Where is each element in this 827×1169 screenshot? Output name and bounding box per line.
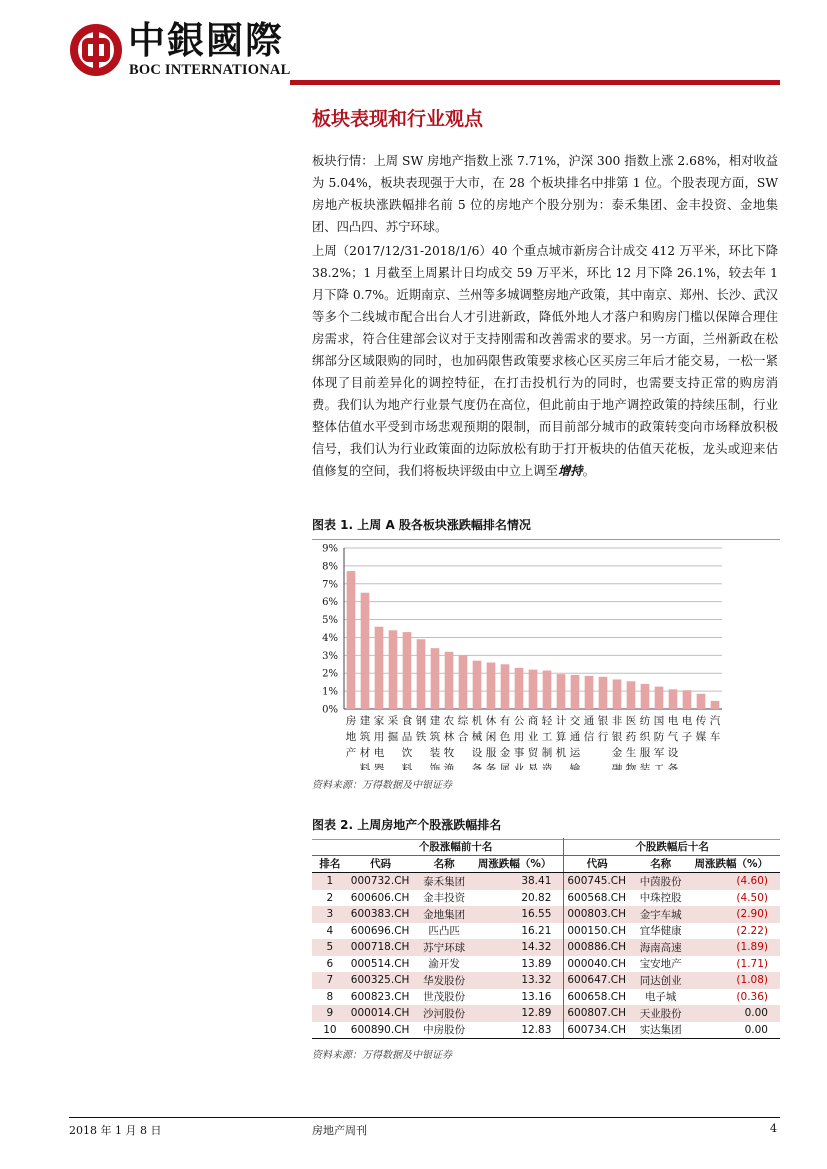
y-tick-label: 2% [322, 668, 338, 680]
x-tick-label: 军 [653, 747, 665, 759]
x-tick-label: 采 [387, 715, 399, 727]
header-name: 名称 [630, 855, 692, 873]
x-tick-label: 务 [485, 763, 497, 770]
name-cell: 金地集团 [413, 906, 475, 923]
name-cell: 电子城 [644, 991, 677, 1004]
paragraph-text: 上周（2017/12/31-2018/1/6）40 个重点城市新房合计成交 412 万平米，环比下降 38.2%；1 月截至上周累计日均成交 59 万平米，环比 12 月下降 26.1%，较去年 1 月下降 0.7%。近期南京、兰州等多城调整房地产政策，其中南京、郑州、长沙、武汉等多个二线城市配合出台人才引进新政，降低外地人才落户和购房门槛以保障合理住房需求，符合住建部会议对于支持刚需和改善需求的要求。另一方面，兰州新政在松绑部分区域限购的同时，也加码限售政策要求核心区买房三年后才能交易，一松一紧体现了目前差异化的调控特征，在打击投机行为的同时，也需要支持正常的购房消费。我们认为地产行业景气度仍在高位，但此前由于地产调控政策的持续压制，行业整体估值水平受到市场悲观预期的限制，而目前部分城市的政策转变向市场释放积极信号，我们认为行业政策面的边际放松有助于打开板块的估值天花板，龙头或迎来估值修复的空间，我们将板块评级由中立上调至 [312, 244, 778, 478]
name-cell: 天业股份 [630, 1005, 692, 1022]
name-cell: 宜华健康 [639, 925, 682, 938]
boc-logo-icon [69, 23, 123, 77]
x-tick-label: 闲 [485, 731, 497, 743]
x-tick-label: 材 [359, 747, 371, 759]
x-tick-label: 气 [667, 731, 679, 743]
x-tick-label: 掘 [387, 731, 399, 743]
header-change: 周涨跌幅（%） [475, 855, 564, 873]
x-tick-label: 用 [513, 731, 525, 743]
figure1-source: 资料来源：万得数据及中银证券 [312, 780, 452, 791]
change-cell: (4.60) [691, 873, 780, 890]
x-tick-label: 行 [597, 731, 609, 743]
bar-传媒 [697, 694, 706, 709]
x-tick-label: 制 [541, 747, 553, 759]
code-cell: 000732.CH [348, 873, 414, 890]
code-cell: 000014.CH [348, 1005, 414, 1022]
section-title: 板块表现和行业观点 [312, 108, 484, 130]
code-cell: 000150.CH [564, 923, 630, 940]
x-tick-label: 传 [695, 715, 707, 727]
x-tick-label: 渔 [443, 763, 455, 770]
x-tick-label: 器 [373, 763, 385, 770]
header-code: 代码 [564, 855, 630, 873]
logo-english-text: BOC INTERNATIONAL [129, 62, 291, 78]
x-tick-label: 工 [653, 763, 665, 770]
table-row [312, 890, 780, 907]
name-cell: 中茵股份 [630, 873, 692, 890]
bar-家用电器 [375, 627, 384, 709]
code-cell: 000514.CH [350, 957, 410, 970]
x-tick-label: 铁 [415, 731, 427, 743]
bar-有色金属 [501, 664, 510, 709]
footer-title: 房地产周刊 [312, 1124, 367, 1137]
x-tick-label: 非 [611, 715, 623, 727]
change-cell: 0.00 [691, 1005, 780, 1022]
x-tick-label: 织 [639, 731, 651, 743]
name-cell: 泰禾集团 [413, 873, 475, 890]
name-cell: 金丰投资 [423, 892, 466, 905]
x-tick-label: 合 [457, 731, 469, 743]
x-tick-label: 房 [345, 715, 357, 727]
x-tick-label: 电 [681, 715, 693, 727]
bar-国防军工 [655, 687, 664, 709]
code-cell: 600325.CH [348, 972, 414, 989]
name-cell: 海南高速 [630, 939, 692, 956]
rank-cell: 1 [312, 873, 348, 890]
name-cell: 苏宁环球 [413, 939, 475, 956]
change-cell: 0.00 [691, 1022, 780, 1039]
name-cell: 沙河股份 [413, 1005, 475, 1022]
x-tick-label: 信 [583, 731, 595, 743]
x-tick-label: 建 [359, 715, 371, 727]
table-row [312, 972, 780, 989]
x-tick-label: 银 [611, 731, 623, 743]
table-row [312, 923, 780, 940]
x-tick-label: 电 [667, 715, 679, 727]
figure2-title: 图表 2. 上周房地产个股涨跌幅排名 [312, 816, 780, 840]
x-tick-label: 输 [569, 763, 581, 770]
change-cell: (1.71) [736, 957, 768, 970]
x-tick-label: 钢 [415, 715, 427, 727]
bar-采掘 [389, 630, 398, 709]
change-cell: (1.08) [691, 972, 780, 989]
table-row [312, 956, 780, 973]
x-tick-label: 算 [555, 731, 567, 743]
x-tick-label: 属 [499, 763, 511, 770]
x-tick-label: 物 [625, 763, 637, 770]
name-cell: 中珠控股 [639, 892, 682, 905]
x-tick-label: 生 [625, 747, 637, 759]
code-cell: 600696.CH [350, 924, 410, 937]
code-cell: 600890.CH [348, 1022, 414, 1039]
y-tick-label: 6% [322, 597, 338, 609]
x-tick-label: 易 [527, 763, 539, 770]
x-tick-label: 料 [401, 763, 413, 770]
change-cell: 38.41 [475, 873, 564, 890]
x-tick-label: 医 [625, 715, 637, 727]
name-cell: 华发股份 [413, 972, 475, 989]
x-tick-label: 事 [513, 747, 525, 759]
paragraph-text: 板块行情：上周 SW 房地产指数上涨 7.71%，沪深 300 指数上涨 2.68%，相对收益为 5.04%，板块表现强于大市，在 28 个板块排名中排第 1 位。个股表现方面，SW 房地产板块涨跌幅排名前 5 位的房地产个股分别为：泰禾集团、金丰投资、金地集团、四凸四、苏宁环球。 [312, 154, 778, 234]
rank-cell: 2 [326, 891, 334, 904]
bar-公用事业 [515, 668, 524, 709]
code-cell: 600383.CH [348, 906, 414, 923]
bar-综合 [459, 655, 468, 709]
x-tick-label: 地 [345, 731, 357, 743]
footer-date: 2018 年 1 月 8 日 [69, 1124, 162, 1137]
change-cell: 12.89 [475, 1005, 564, 1022]
x-tick-label: 轻 [541, 715, 553, 727]
rank-cell: 3 [312, 906, 348, 923]
code-cell: 600823.CH [350, 990, 410, 1003]
x-tick-label: 设 [667, 747, 679, 759]
bar-食品饮料 [403, 632, 412, 709]
change-cell: (2.22) [736, 924, 768, 937]
x-tick-label: 公 [513, 715, 525, 727]
x-tick-label: 计 [555, 715, 567, 727]
x-tick-label: 通 [569, 731, 581, 743]
footer-rule [69, 1117, 780, 1118]
x-tick-label: 贸 [527, 747, 539, 759]
x-tick-label: 休 [485, 715, 497, 727]
x-tick-label: 防 [653, 731, 665, 743]
name-cell: 实达集团 [630, 1022, 692, 1039]
y-tick-label: 1% [322, 686, 338, 698]
change-cell: (1.89) [691, 939, 780, 956]
logo-chinese-text: 中銀國際 [128, 18, 284, 62]
table-row [312, 989, 780, 1006]
change-cell: 13.32 [475, 972, 564, 989]
paragraph-policy [312, 240, 778, 482]
x-tick-label: 装 [429, 747, 441, 759]
x-tick-label: 工 [541, 731, 553, 743]
x-tick-label: 造 [541, 763, 553, 770]
x-tick-label: 交 [569, 715, 581, 727]
change-cell: 20.82 [521, 891, 552, 904]
name-cell: 世茂股份 [423, 991, 466, 1004]
x-tick-label: 运 [569, 747, 581, 759]
rank-cell: 9 [312, 1005, 348, 1022]
bar-纺织服装 [641, 684, 650, 709]
sector-bar-chart [312, 538, 780, 770]
x-tick-label: 筑 [429, 731, 441, 743]
x-tick-label: 电 [373, 747, 385, 759]
change-cell: 16.55 [475, 906, 564, 923]
header-rank: 排名 [312, 855, 348, 873]
change-cell: (0.36) [736, 990, 768, 1003]
bar-轻工制造 [543, 671, 552, 709]
rank-cell: 6 [326, 957, 334, 970]
x-tick-label: 林 [443, 731, 455, 743]
change-cell: 14.32 [475, 939, 564, 956]
rank-cell: 5 [312, 939, 348, 956]
y-tick-label: 0% [322, 704, 338, 716]
code-cell: 600745.CH [564, 873, 630, 890]
code-cell: 600734.CH [564, 1022, 630, 1039]
rank-cell: 10 [312, 1022, 348, 1039]
bar-休闲服务 [487, 662, 496, 709]
rank-cell: 7 [312, 972, 348, 989]
figure2-source: 资料来源：万得数据及中银证券 [312, 1050, 452, 1061]
header-change: 周涨跌幅（%） [691, 855, 780, 873]
header-code: 代码 [348, 855, 414, 873]
x-tick-label: 银 [597, 715, 609, 727]
name-cell: 同达创业 [630, 972, 692, 989]
x-tick-label: 业 [527, 731, 539, 743]
x-tick-label: 用 [373, 731, 385, 743]
bar-机械设备 [473, 661, 482, 709]
x-tick-label: 家 [373, 715, 385, 727]
code-cell: 000803.CH [564, 906, 630, 923]
header-name: 名称 [413, 855, 475, 873]
page-number: 4 [770, 1122, 777, 1135]
bar-建筑装饰 [431, 648, 440, 709]
stock-ranking-table [312, 838, 780, 1039]
bar-医药生物 [627, 681, 636, 709]
code-cell: 000718.CH [348, 939, 414, 956]
name-cell: 渝开发 [428, 958, 460, 971]
change-cell: 16.21 [521, 924, 552, 937]
table-row [312, 873, 780, 890]
group-top-ten: 个股涨幅前十名 [348, 838, 564, 855]
header-rule [290, 80, 780, 85]
x-tick-label: 金 [611, 747, 623, 759]
bar-银行 [599, 677, 608, 709]
change-cell: (2.90) [691, 906, 780, 923]
x-tick-label: 商 [527, 715, 539, 727]
table-row [312, 1005, 780, 1022]
x-tick-label: 产 [345, 747, 357, 759]
x-tick-label: 金 [499, 747, 511, 759]
code-cell: 600807.CH [564, 1005, 630, 1022]
x-tick-label: 品 [401, 731, 413, 743]
code-cell: 600606.CH [350, 891, 410, 904]
rank-cell: 8 [326, 990, 334, 1003]
x-tick-label: 药 [625, 731, 637, 743]
x-tick-label: 设 [471, 747, 483, 759]
chart-svg [312, 538, 780, 770]
paragraph-end: 。 [582, 464, 595, 478]
name-cell: 匹凸匹 [428, 925, 460, 938]
group-bottom-ten: 个股跌幅后十名 [564, 838, 780, 855]
x-tick-label: 筑 [359, 731, 371, 743]
bar-汽车 [711, 701, 720, 709]
code-cell: 000886.CH [564, 939, 630, 956]
bar-钢铁 [417, 639, 426, 709]
bar-房地产 [347, 571, 356, 709]
x-tick-label: 机 [471, 715, 483, 727]
x-tick-label: 纺 [639, 715, 651, 727]
x-tick-label: 有 [499, 715, 511, 727]
code-cell: 600647.CH [564, 972, 630, 989]
x-tick-label: 备 [471, 763, 483, 770]
x-tick-label: 饰 [429, 763, 441, 770]
bar-通信 [585, 676, 594, 709]
table-row [312, 1022, 780, 1039]
x-tick-label: 械 [471, 731, 483, 743]
x-tick-label: 机 [555, 747, 567, 759]
name-cell: 中房股份 [413, 1022, 475, 1039]
figure1-title: 图表 1. 上周 A 股各板块涨跌幅排名情况 [312, 516, 780, 540]
x-tick-label: 料 [359, 763, 371, 770]
x-tick-label: 通 [583, 715, 595, 727]
table-row [312, 906, 780, 923]
x-tick-label: 饮 [401, 747, 413, 759]
bar-电气设备 [669, 689, 678, 709]
bar-交通运输 [571, 675, 580, 709]
change-cell: 13.16 [521, 990, 552, 1003]
change-cell: 12.83 [475, 1022, 564, 1039]
x-tick-label: 农 [443, 715, 455, 727]
x-tick-label: 装 [639, 763, 651, 770]
y-tick-label: 8% [322, 561, 338, 573]
x-tick-label: 综 [457, 715, 469, 727]
rating-emphasis: 增持 [557, 463, 583, 478]
x-tick-label: 业 [513, 763, 525, 770]
x-tick-label: 融 [611, 763, 623, 770]
x-tick-label: 子 [681, 731, 693, 743]
code-cell: 000040.CH [564, 956, 630, 973]
y-tick-label: 5% [322, 615, 338, 627]
y-tick-label: 9% [322, 543, 338, 555]
y-tick-label: 4% [322, 632, 338, 644]
name-cell: 宝安地产 [639, 958, 682, 971]
rank-cell: 4 [326, 924, 334, 937]
x-tick-label: 建 [429, 715, 441, 727]
x-tick-label: 汽 [709, 715, 721, 727]
paragraph-market [312, 150, 778, 238]
x-tick-label: 服 [485, 747, 497, 759]
change-cell: 13.89 [521, 957, 552, 970]
y-tick-label: 3% [322, 650, 338, 662]
x-tick-label: 车 [709, 731, 721, 743]
x-tick-label: 媒 [695, 731, 707, 743]
bar-计算机 [557, 674, 566, 709]
name-cell: 金宇车城 [630, 906, 692, 923]
x-tick-label: 备 [667, 763, 679, 770]
x-tick-label: 色 [499, 731, 511, 743]
bar-电子 [683, 690, 692, 709]
change-cell: (4.50) [736, 891, 768, 904]
x-tick-label: 服 [639, 747, 651, 759]
x-tick-label: 国 [653, 715, 665, 727]
code-cell: 600658.CH [564, 989, 630, 1006]
code-cell: 600568.CH [564, 890, 630, 907]
x-tick-label: 食 [401, 715, 413, 727]
x-tick-label: 牧 [443, 747, 455, 759]
bar-非银金融 [613, 679, 622, 709]
bar-农林牧渔 [445, 652, 454, 709]
y-tick-label: 7% [322, 579, 338, 591]
bar-建筑材料 [361, 593, 370, 709]
bar-商业贸易 [529, 670, 538, 709]
table-row [312, 939, 780, 956]
